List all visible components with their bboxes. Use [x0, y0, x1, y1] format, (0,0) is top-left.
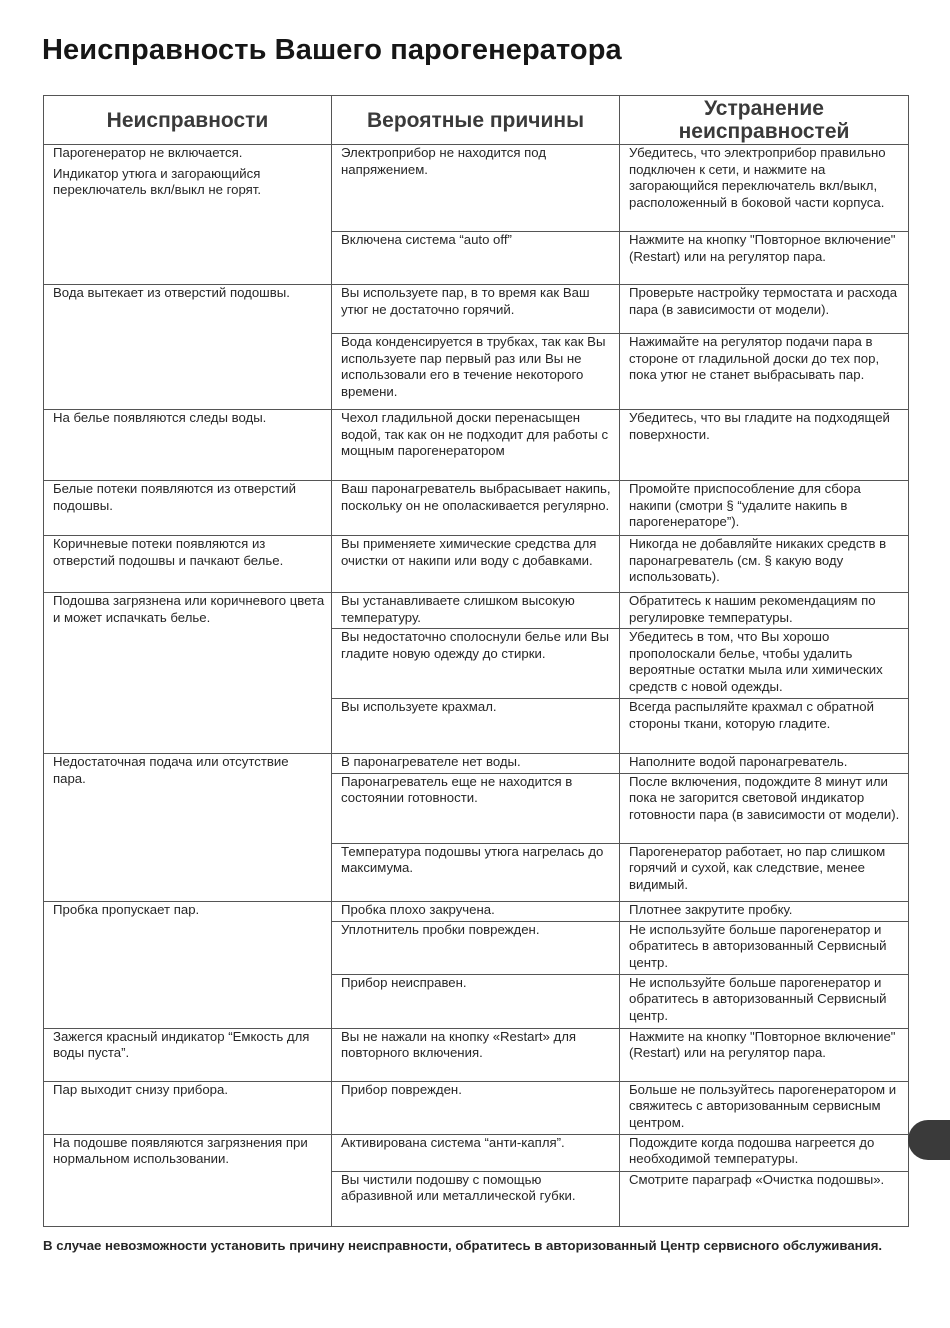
table-row: [44, 536, 909, 593]
table-row: [44, 481, 909, 536]
problem-cell: [44, 536, 332, 593]
header-solutions: Устранение неисправностей: [620, 96, 909, 145]
problem-text: Пробка пропускает пар.: [53, 901, 200, 917]
solution-cell: Убедитесь в том, что Вы хорошо прополоскали белье, чтобы удалить вероятные остатки мыла или химических средств с новой одежды.: [620, 629, 909, 699]
cause-cell: Включена система “auto off”: [332, 232, 620, 285]
solution-cell: Проверьте настройку термостата и расхода пара (в зависимости от модели).: [620, 285, 909, 334]
problem-text: Коричневые потеки появляются из отверстий подошвы и пачкают белье.: [53, 536, 284, 568]
cause-cell: В паронагревателе нет воды.: [332, 754, 620, 774]
table-row: [44, 754, 909, 774]
solution-cell: Никогда не добавляйте никаких средств в паронагреватель (см. § какую воду использовать).: [620, 536, 909, 593]
solution-cell: После включения, подождите 8 минут или пока не загорится световой индикатор готовности пара (в зависимости от модели).: [620, 773, 909, 843]
cause-cell: Вы используете крахмал.: [332, 699, 620, 754]
solution-cell: Нажмите на кнопку "Повторное включение" (Restart) или на регулятор пара.: [620, 1028, 909, 1081]
table-row: [44, 1028, 909, 1081]
cause-cell: Уплотнитель пробки поврежден.: [332, 921, 620, 974]
cause-cell: Вы чистили подошву с помощью абразивной или металлической губки.: [332, 1171, 620, 1226]
solution-cell: Промойте приспособление для сбора накипи (смотри § “удалите накипь в парогенераторе”).: [620, 481, 909, 536]
solution-cell: Убедитесь, что электроприбор правильно подключен к сети, и нажмите на загорающийся переключатель вкл/выкл, расположенный в боковой части корпуса.: [620, 145, 909, 232]
solution-cell: Обратитесь к нашим рекомендациям по регулировке температуры.: [620, 593, 909, 629]
cause-cell: Чехол гладильной доски перенасыщен водой, так как он не подходит для работы с мощным парогенератором: [332, 410, 620, 481]
table-row: [44, 1134, 909, 1171]
header-causes: Вероятные причины: [332, 96, 620, 145]
header-problems: Неисправности: [44, 96, 332, 145]
cause-cell: Вода конденсируется в трубках, так как Вы используете пар первый раз или Вы не использовали его в течение некоторого времени.: [332, 334, 620, 410]
solution-cell: Больше не пользуйтесь парогенератором и свяжитесь с авторизованным сервисным центром.: [620, 1081, 909, 1134]
cause-cell: Вы используете пар, в то время как Ваш утюг не достаточно горячий.: [332, 285, 620, 334]
page-title: Неисправность Вашего парогенератора: [42, 34, 622, 66]
solution-cell: Плотнее закрутите пробку.: [620, 901, 909, 921]
cause-cell: Пробка плохо закручена.: [332, 901, 620, 921]
solution-cell: Не используйте больше парогенератор и обратитесь в авторизованный Сервисный центр.: [620, 974, 909, 1028]
problem-text: Белые потеки появляются из отверстий подошвы.: [53, 481, 297, 513]
problem-cell: [44, 481, 332, 536]
problem-text: Недостаточная подача или отсутствие пара.: [53, 754, 289, 786]
table-row: [44, 901, 909, 921]
cause-cell: Прибор неисправен.: [332, 974, 620, 1028]
cause-cell: Вы недостаточно сполоснули белье или Вы гладите новую одежду до стирки.: [332, 629, 620, 699]
problem-text: Парогенератор не включается.: [53, 145, 243, 160]
table-row: [44, 593, 909, 629]
problem-cell: [44, 410, 332, 481]
cause-cell: Ваш паронагреватель выбрасывает накипь, поскольку он не ополаскивается регулярно.: [332, 481, 620, 536]
footer-note: В случае невозможности установить причину неисправности, обратитесь в авторизованный Центр сервисного обслуживания.: [43, 1238, 883, 1253]
table-row: [44, 410, 909, 481]
solution-cell: Нажмите на кнопку "Повторное включение" (Restart) или на регулятор пара.: [620, 232, 909, 285]
solution-cell: Всегда распыляйте крахмал с обратной стороны ткани, которую гладите.: [620, 699, 909, 754]
problem-cell: [44, 285, 332, 410]
cause-cell: Вы устанавливаете слишком высокую температуру.: [332, 593, 620, 629]
problem-cell: [44, 1028, 332, 1081]
cause-cell: Активирована система “анти-капля”.: [332, 1134, 620, 1171]
problem-cell: [44, 1134, 332, 1226]
solution-cell: Парогенератор работает, но пар слишком горячий и сухой, как следствие, менее видимый.: [620, 843, 909, 901]
table-row: [44, 1081, 909, 1134]
cause-cell: Электроприбор не находится под напряжением.: [332, 145, 620, 232]
cause-cell: Вы применяете химические средства для очистки от накипи или воду с добавками.: [332, 536, 620, 593]
problem-text: На белье появляются следы воды.: [53, 410, 267, 425]
cause-cell: Вы не нажали на кнопку «Restart» для повторного включения.: [332, 1028, 620, 1081]
cause-cell: Температура подошвы утюга нагрелась до максимума.: [332, 843, 620, 901]
solution-cell: Наполните водой паронагреватель.: [620, 754, 909, 774]
problem-text: На подошве появляются загрязнения при нормальном использовании.: [53, 1134, 308, 1167]
solution-cell: Смотрите параграф «Очистка подошвы».: [620, 1171, 909, 1226]
cause-cell: Паронагреватель еще не находится в состоянии готовности.: [332, 773, 620, 843]
table-header-row: [44, 96, 909, 145]
problem-cell: [44, 1081, 332, 1134]
problem-cell: [44, 901, 332, 1028]
table-row: [44, 145, 909, 232]
solution-cell: Подождите когда подошва нагреется до необходимой температуры.: [620, 1134, 909, 1171]
problem-text: Вода вытекает из отверстий подошвы.: [53, 285, 290, 300]
problem-text: Индикатор утюга и загорающийся переключатель вкл/выкл не горят.: [53, 165, 262, 198]
problem-text: Подошва загрязнена или коричневого цвета и может испачкать белье.: [53, 593, 325, 625]
solution-cell: Не используйте больше парогенератор и обратитесь в авторизованный Сервисный центр.: [620, 921, 909, 974]
solution-cell: Убедитесь, что вы гладите на подходящей поверхности.: [620, 410, 909, 481]
table-row: [44, 285, 909, 334]
table-body: [44, 145, 909, 1227]
solution-cell: Нажимайте на регулятор подачи пара в стороне от гладильной доски до тех пор, пока утюг не станет выбрасывать пар.: [620, 334, 909, 410]
problem-text: Пар выходит снизу прибора.: [53, 1081, 229, 1097]
problem-cell: [44, 754, 332, 902]
cause-cell: Прибор поврежден.: [332, 1081, 620, 1134]
problem-cell: [44, 593, 332, 754]
problem-cell: [44, 145, 332, 285]
problem-text: Зажегся красный индикатор “Емкость для воды пуста”.: [53, 1028, 310, 1061]
troubleshooting-table: [43, 95, 909, 1227]
page-tab-marker: [908, 1120, 950, 1160]
